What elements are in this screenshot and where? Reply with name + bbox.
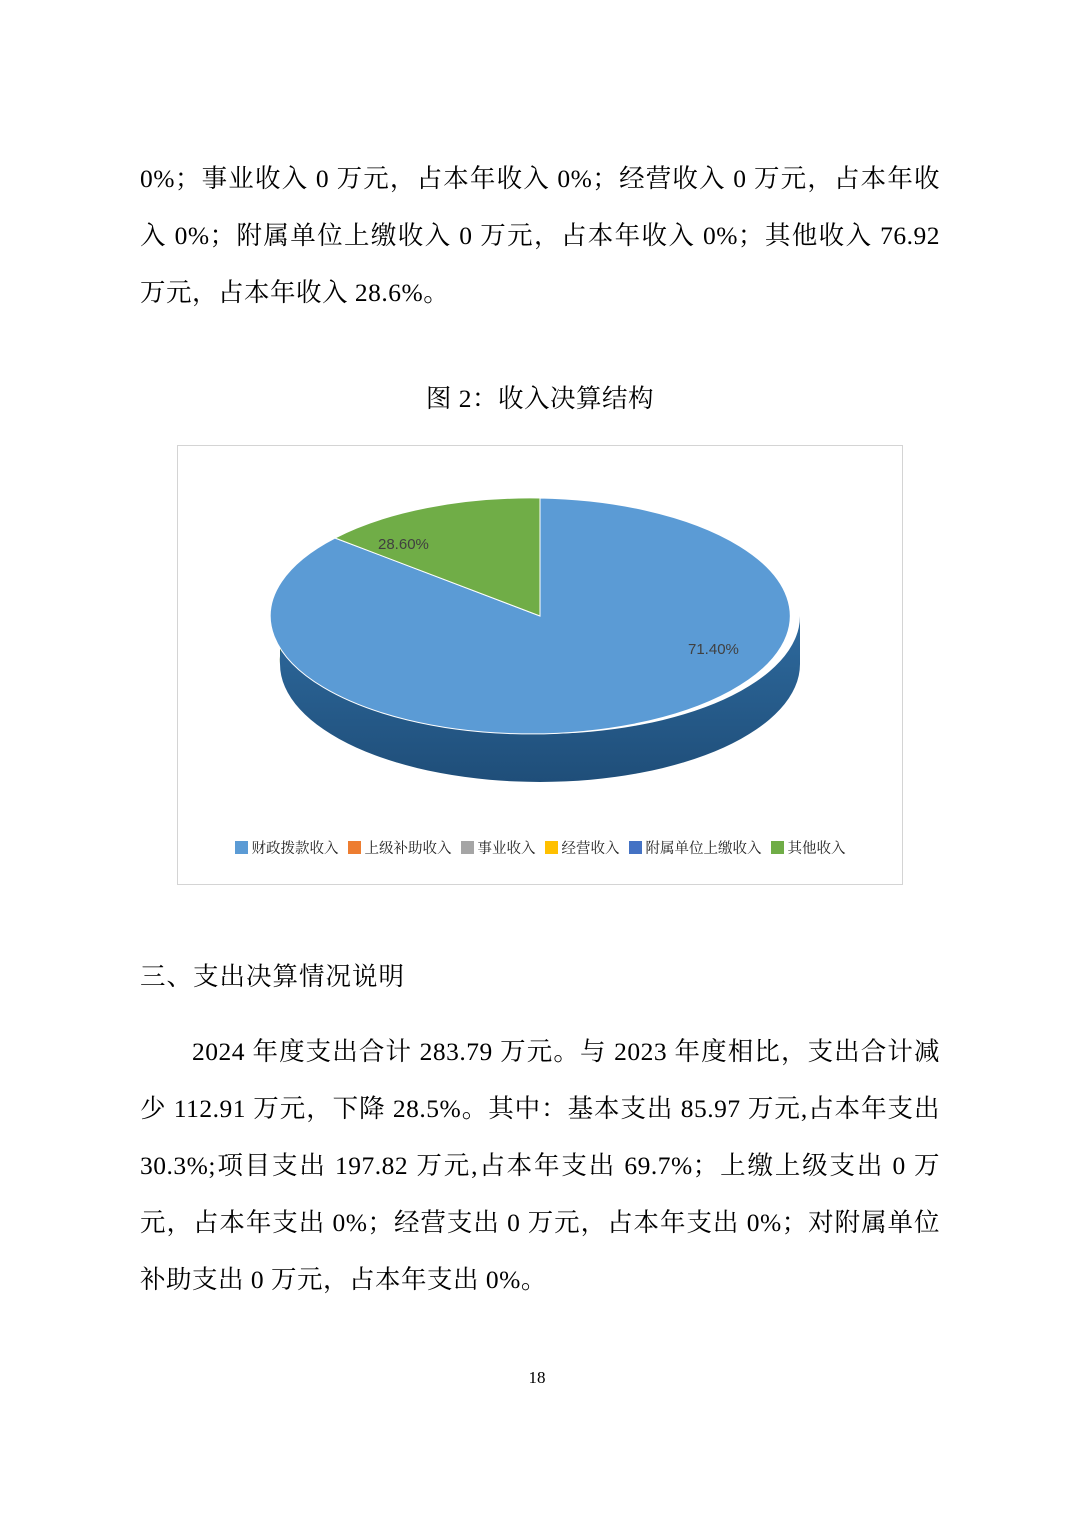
paragraph-expenditure: 2024 年度支出合计 283.79 万元。与 2023 年度相比，支出合计减少 112.91 万元，下降 28.5%。其中：基本支出 85.97 万元,占本年支出 30.3%;项目支出 197.82 万元,占本年支出 69.7%；上缴上级支出 0 万元，占本年支出 0%；经营支出 0 万元，占本年支出 0%；对附属单位补助支出 0 万元，占本年支出 0%。 (140, 1037, 940, 1294)
legend-label: 其他收入 (787, 841, 846, 857)
legend-item (348, 837, 452, 858)
spacer (140, 993, 940, 1023)
section-heading-expenditure: 三、支出决算情况说明 (140, 962, 406, 991)
pie-label-other-income: 28.60% (378, 536, 429, 553)
legend-label: 财政拨款收入 (251, 841, 339, 857)
legend-swatch-icon (461, 841, 474, 854)
chart-legend (178, 837, 902, 858)
spacer (140, 885, 940, 957)
legend-item (235, 837, 339, 858)
legend-swatch-icon (629, 841, 642, 854)
pie-chart-graphic (178, 446, 902, 828)
legend-label: 事业收入 (477, 841, 536, 857)
legend-item (629, 837, 762, 858)
paragraph-income-continued: 0%；事业收入 0 万元，占本年收入 0%；经营收入 0 万元，占本年收入 0%；附属单位上缴收入 0 万元，占本年收入 0%；其他收入 76.92 万元，占本年收入 28.6%。 (140, 164, 940, 307)
pie-label-financial-appropriation: 71.40% (688, 641, 739, 658)
legend-swatch-icon (235, 841, 248, 854)
legend-item (545, 837, 620, 858)
legend-item (771, 837, 846, 858)
legend-label: 附属单位上缴收入 (645, 841, 762, 857)
legend-item (461, 837, 536, 858)
legend-swatch-icon (771, 841, 784, 854)
legend-swatch-icon (545, 841, 558, 854)
spacer (140, 415, 940, 445)
page-number: 18 (528, 1368, 546, 1387)
pie-svg (260, 446, 820, 806)
page-content (140, 150, 940, 1308)
income-structure-pie-chart (177, 445, 903, 885)
spacer (140, 321, 940, 379)
legend-label: 上级补助收入 (364, 841, 452, 857)
legend-swatch-icon (348, 841, 361, 854)
legend-label: 经营收入 (561, 841, 620, 857)
figure-title: 图 2：收入决算结构 (425, 384, 655, 413)
